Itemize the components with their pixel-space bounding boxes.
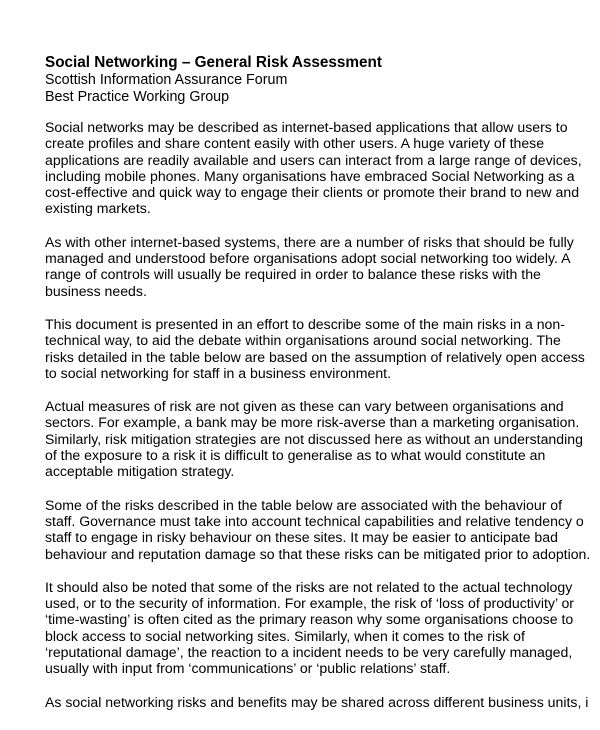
- paragraph-line: It should also be noted that some of the risks are not related to the actual technology: [45, 578, 573, 595]
- paragraph-line: existing markets.: [45, 200, 151, 217]
- document-body: [45, 119, 600, 727]
- paragraph-line: ‘time-wasting’ is often cited as the primary reason why some organisations choose to: [45, 611, 574, 628]
- document-title: Social Networking – General Risk Assessment: [45, 54, 382, 71]
- paragraph-line: of the exposure to a risk it is difficult to generalise as to what would constitute an: [45, 447, 546, 464]
- paragraph-line: block access to social networking sites. Similarly, when it comes to the risk of: [45, 627, 525, 644]
- paragraph: [45, 316, 600, 381]
- paragraph-line: ‘reputational damage’, the reaction to a incident needs to be very carefully managed,: [45, 644, 573, 661]
- paragraph-line: managed and understood before organisations adopt social networking too widely. A: [45, 250, 571, 267]
- paragraph-line: business needs.: [45, 282, 147, 299]
- paragraph-line: create profiles and share content easily with other users. A huge variety of these: [45, 135, 545, 152]
- paragraph: [45, 119, 600, 217]
- paragraph-line: Actual measures of risk are not given as these can vary between organisations and: [45, 398, 564, 415]
- paragraph: [45, 579, 600, 677]
- document-header: [45, 54, 595, 106]
- paragraph-line: As with other internet-based systems, there are a number of risks that should be fully: [45, 233, 574, 250]
- paragraph-line: acceptable mitigation strategy.: [45, 463, 235, 480]
- paragraph-line: used, or to the security of information. For example, the risk of ‘loss of productivity’ or: [45, 595, 574, 612]
- paragraph-line: behaviour and reputation damage so that these risks can be mitigated prior to adoption.: [45, 545, 591, 562]
- paragraph-line: As social networking risks and benefits may be shared across different business units, i: [45, 693, 589, 710]
- paragraph-line: Some of the risks described in the table below are associated with the behaviour of: [45, 496, 563, 513]
- paragraph-line: sectors. For example, a bank may be more risk-averse than a marketing organisation.: [45, 414, 580, 431]
- paragraph-line: risks detailed in the table below are based on the assumption of relatively open access: [45, 348, 585, 365]
- paragraph-line: staff to engage in risky behaviour on these sites. It may be easier to anticipate bad: [45, 529, 558, 546]
- paragraph-line: technical way, to aid the debate within organisations around social networking. The: [45, 332, 561, 349]
- paragraph: [45, 497, 600, 562]
- paragraph-line: Social networks may be described as internet-based applications that allow users to: [45, 119, 568, 135]
- working-group-name: Best Practice Working Group: [45, 89, 230, 105]
- paragraph-line: staff. Governance must take into account technical capabilities and relative tendency o: [45, 512, 584, 529]
- paragraph-line: cost-effective and quick way to engage their clients or promote their brand to new and: [45, 184, 580, 201]
- paragraph-line: applications are readily available and users can interact from a large range of devices,: [45, 151, 582, 168]
- paragraph-line: usually with input from ‘communications’ or ‘public relations’ staff.: [45, 660, 451, 677]
- paragraph-line: range of controls will usually be required in order to balance these risks with the: [45, 266, 541, 283]
- paragraph-line: including mobile phones. Many organisations have embraced Social Networking as a: [45, 167, 575, 184]
- paragraph-line: Similarly, risk mitigation strategies are not discussed here as without an understanding: [45, 430, 583, 447]
- organisation-name: Scottish Information Assurance Forum: [45, 72, 288, 88]
- paragraph: [45, 694, 600, 710]
- paragraph-line: to social networking for staff in a business environment.: [45, 364, 391, 381]
- paragraph: [45, 398, 600, 479]
- paragraph-line: This document is presented in an effort to describe some of the main risks in a non-: [45, 315, 565, 332]
- paragraph: [45, 234, 600, 299]
